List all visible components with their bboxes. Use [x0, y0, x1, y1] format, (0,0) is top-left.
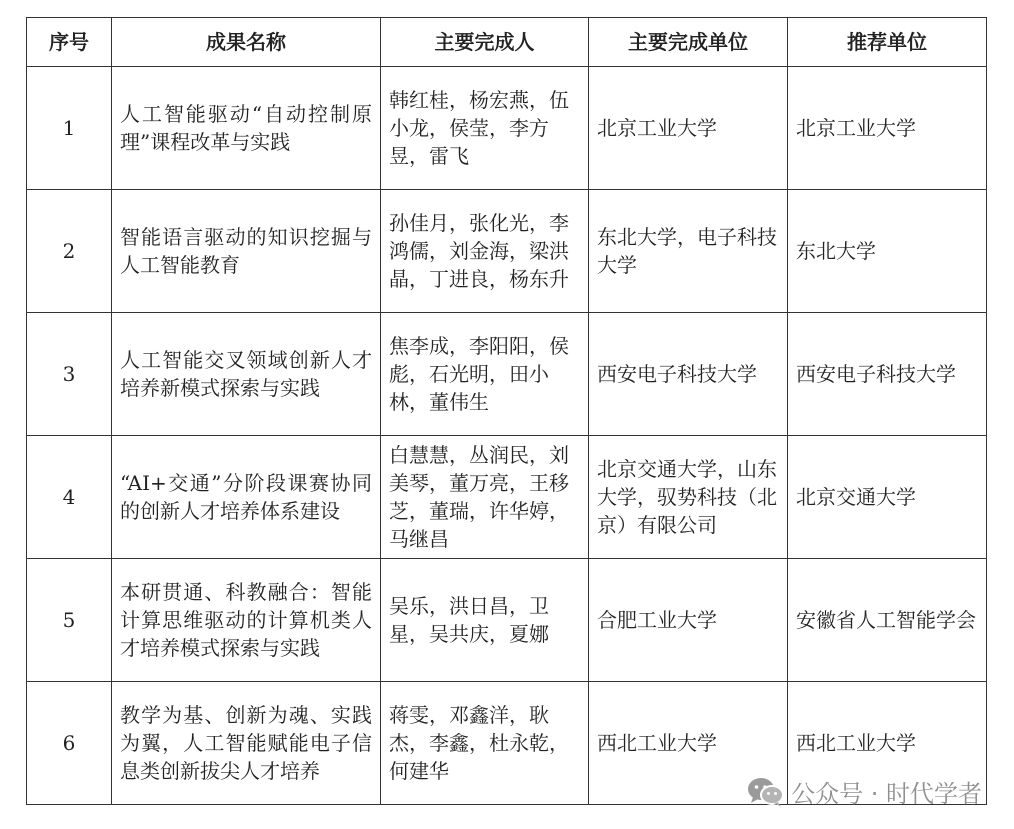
achievement-name: 人工智能驱动“自动控制原理”课程改革与实践: [112, 67, 381, 190]
header-serial: 序号: [27, 18, 112, 67]
achievement-name: 本研贯通、科教融合：智能计算思维驱动的计算机类人才培养模式探索与实践: [112, 559, 381, 682]
achievement-name: 教学为基、创新为魂、实践为翼，人工智能赋能电子信息类创新拔尖人才培养: [112, 682, 381, 805]
table-row: [27, 190, 987, 313]
recommending-unit: 安徽省人工智能学会: [788, 559, 987, 682]
header-recommender: 推荐单位: [788, 18, 987, 67]
header-main-unit: 主要完成单位: [589, 18, 788, 67]
recommending-unit: 北京工业大学: [788, 67, 987, 190]
achievement-name: 人工智能交叉领域创新人才培养新模式探索与实践: [112, 313, 381, 436]
main-people: 孙佳月，张化光，李鸿儒，刘金海，梁洪晶，丁进良，杨东升: [381, 190, 589, 313]
table-header-row: [27, 18, 987, 67]
main-people: 白慧慧，丛润民，刘美琴，董万亮，王移芝，董瑞，许华婷，马继昌: [381, 436, 589, 559]
watermark-text: 公众号 · 时代学者: [791, 780, 982, 808]
table-row: [27, 559, 987, 682]
achievement-name: 智能语言驱动的知识挖掘与人工智能教育: [112, 190, 381, 313]
main-unit: 东北大学，电子科技大学: [589, 190, 788, 313]
main-unit: 合肥工业大学: [589, 559, 788, 682]
recommending-unit: 东北大学: [788, 190, 987, 313]
main-unit: 西安电子科技大学: [589, 313, 788, 436]
main-unit: 北京交通大学，山东大学，驭势科技（北京）有限公司: [589, 436, 788, 559]
table-row: [27, 436, 987, 559]
table-row: [27, 67, 987, 190]
row-number: 6: [27, 682, 112, 805]
row-number: 1: [27, 67, 112, 190]
awards-table: [26, 17, 987, 805]
recommending-unit: 西安电子科技大学: [788, 313, 987, 436]
main-unit: 西北工业大学: [589, 682, 788, 805]
row-number: 4: [27, 436, 112, 559]
table-row: [27, 313, 987, 436]
recommending-unit: 北京交通大学: [788, 436, 987, 559]
row-number: 3: [27, 313, 112, 436]
header-achievement: 成果名称: [112, 18, 381, 67]
main-unit: 北京工业大学: [589, 67, 788, 190]
main-people: 焦李成，李阳阳，侯彪，石光明，田小林，董伟生: [381, 313, 589, 436]
wechat-icon: [747, 776, 785, 808]
recommending-unit: 西北工业大学: [788, 682, 987, 805]
row-number: 5: [27, 559, 112, 682]
watermark: [747, 774, 982, 809]
header-main-people: 主要完成人: [381, 18, 589, 67]
main-people: 韩红桂，杨宏燕，伍小龙，侯莹，李方昱，雷飞: [381, 67, 589, 190]
main-people: 吴乐，洪日昌，卫星，吴共庆，夏娜: [381, 559, 589, 682]
achievement-name: “AI+交通”分阶段课赛协同的创新人才培养体系建设: [112, 436, 381, 559]
row-number: 2: [27, 190, 112, 313]
main-people: 蒋雯，邓鑫洋，耿杰，李鑫，杜永乾，何建华: [381, 682, 589, 805]
